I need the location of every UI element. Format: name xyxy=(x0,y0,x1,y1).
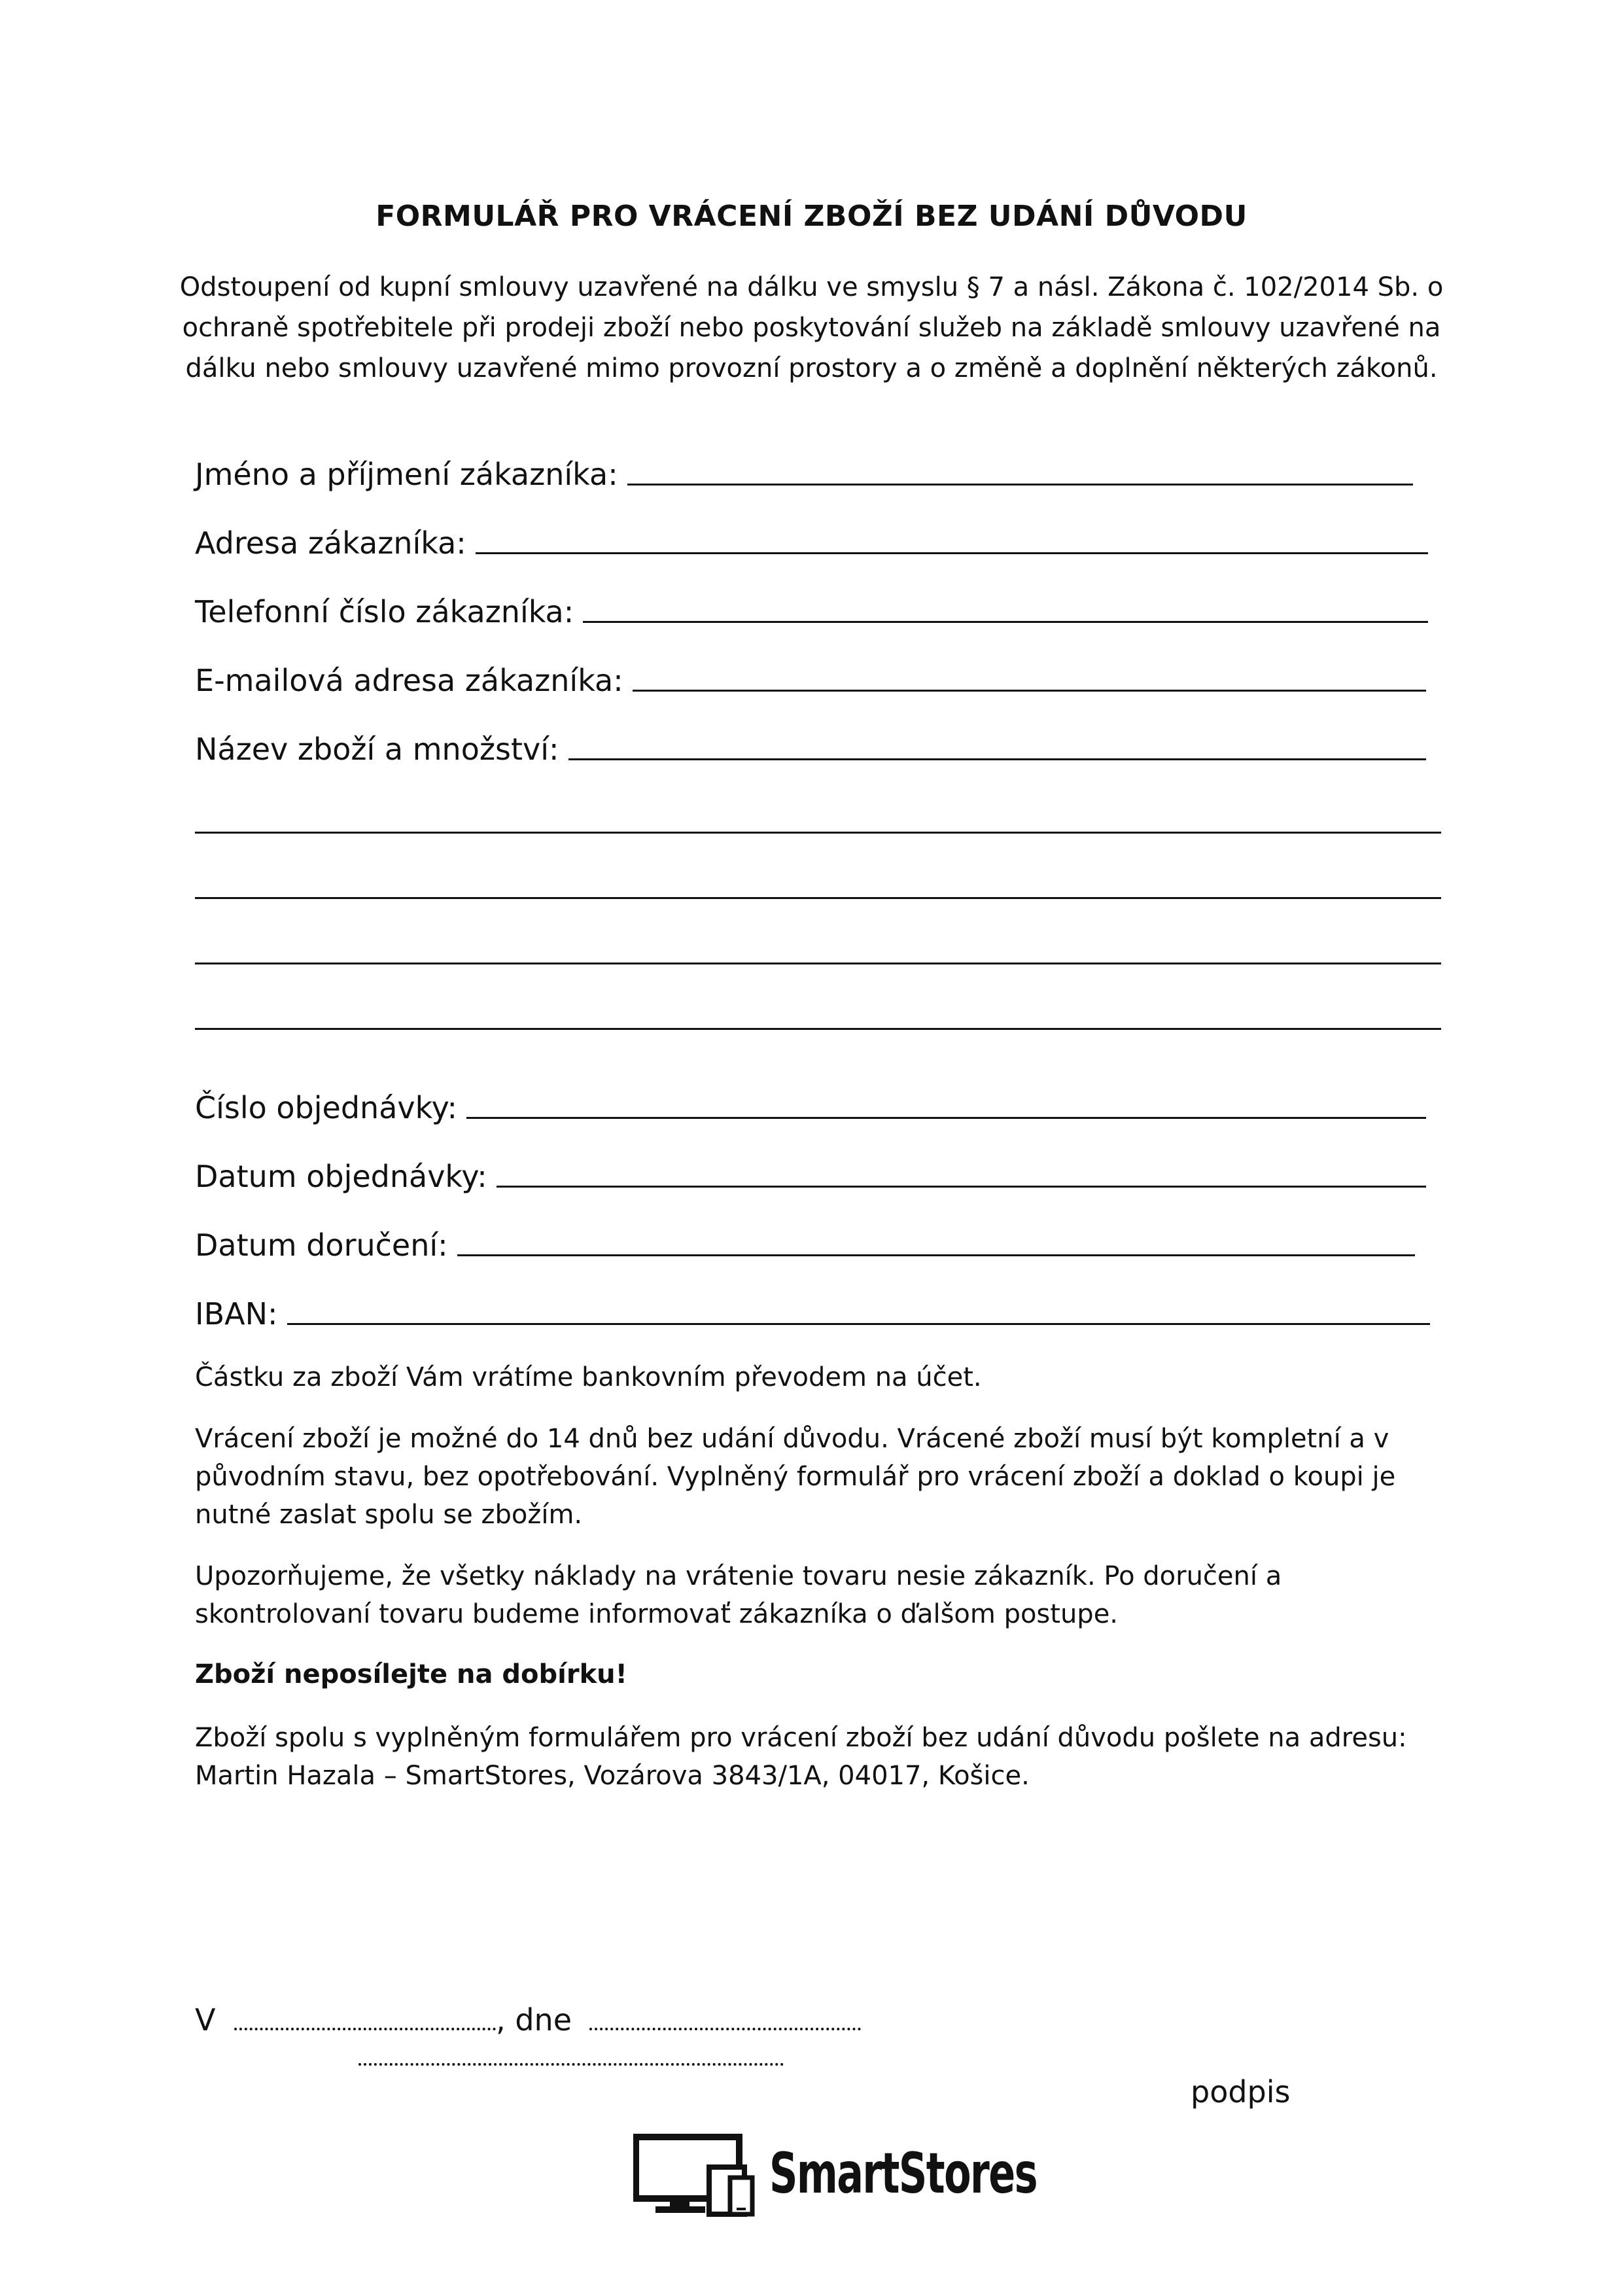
field-delivery-date-line[interactable] xyxy=(457,1254,1415,1256)
field-goods-label: Název zboží a množství: xyxy=(195,732,559,767)
place-prefix: V xyxy=(195,2002,216,2038)
field-iban xyxy=(195,1286,1430,1332)
field-goods xyxy=(195,721,1426,767)
field-address-label: Adresa zákazníka: xyxy=(195,525,466,561)
field-name-label: Jméno a příjmení zákazníka: xyxy=(195,457,618,492)
place-field[interactable] xyxy=(234,2028,496,2030)
send-address-paragraph: Zboží spolu s vyplněným formulářem pro vrácení zboží bez udání důvodu pošlete na adresu: Martin Hazala – SmartStores, Vozárova 3843/1A, 04017, Košice. xyxy=(195,1723,1407,1791)
field-order-number-label: Číslo objednávky: xyxy=(195,1090,457,1125)
logo xyxy=(633,2132,1037,2217)
field-email-line[interactable] xyxy=(633,689,1426,692)
date-prefix: , dne xyxy=(496,2002,572,2038)
field-phone-line[interactable] xyxy=(583,620,1428,623)
field-goods-line[interactable] xyxy=(568,758,1427,760)
field-phone xyxy=(195,584,1428,629)
field-address-line[interactable] xyxy=(476,552,1428,554)
field-email xyxy=(195,652,1426,698)
signature-field[interactable] xyxy=(358,2063,784,2066)
costs-paragraph: Upozorňujeme, že všetky náklady na vrátenie tovaru nesie zákazník. Po doručení a skontrolovaní tovaru budeme informovať zákazníka o ďalšom postupe. xyxy=(195,1561,1282,1629)
conditions-paragraph: Vrácení zboží je možné do 14 dnů bez udání důvodu. Vrácené zboží musí být kompletní a v původním stavu, bez opotřebování. Vyplněný formulář pro vrácení zboží a doklad o koupi je nutné zaslat spolu se zbožím. xyxy=(195,1424,1396,1530)
goods-extra-line-2[interactable] xyxy=(195,897,1441,899)
signature-row xyxy=(195,2002,1441,2048)
field-order-date-label: Datum objednávky: xyxy=(195,1159,487,1194)
field-iban-line[interactable] xyxy=(287,1322,1431,1325)
field-name-line[interactable] xyxy=(627,483,1413,486)
goods-extra-line-1[interactable] xyxy=(195,832,1441,834)
field-address xyxy=(195,515,1428,561)
page-title: FORMULÁŘ PRO VRÁCENÍ ZBOŽÍ BEZ UDÁNÍ DŮVODU xyxy=(375,200,1248,233)
field-order-date-line[interactable] xyxy=(497,1185,1426,1188)
field-phone-label: Telefonní číslo zákazníka: xyxy=(195,594,574,629)
field-email-label: E-mailová adresa zákazníka: xyxy=(195,663,623,698)
devices-icon xyxy=(633,2132,764,2217)
warning-paragraph: Zboží neposílejte na dobírku! xyxy=(195,1659,627,1689)
signature-label: podpis xyxy=(1191,2074,1291,2110)
field-order-date xyxy=(195,1148,1426,1194)
goods-extra-line-4[interactable] xyxy=(195,1028,1441,1030)
field-name xyxy=(195,446,1413,492)
goods-extra-line-3[interactable] xyxy=(195,963,1441,964)
field-order-number-line[interactable] xyxy=(466,1116,1426,1119)
field-delivery-date-label: Datum doručení: xyxy=(195,1227,448,1263)
field-iban-label: IBAN: xyxy=(195,1296,278,1332)
date-field[interactable] xyxy=(589,2028,861,2030)
field-delivery-date xyxy=(195,1217,1415,1263)
refund-paragraph: Částku za zboží Vám vrátíme bankovním převodem na účet. xyxy=(195,1362,982,1392)
logo-text: SmartStores xyxy=(769,2141,1037,2206)
field-order-number xyxy=(195,1080,1426,1125)
intro-paragraph: Odstoupení od kupní smlouvy uzavřené na dálku ve smyslu § 7 a násl. Zákona č. 102/2014 Sb. o ochraně spotřebitele při prodeji zboží nebo poskytování služeb na základě smlouvy uzavřené na dálku nebo smlouvy uzavřené mimo provozní prostory a o změně a doplnění některých zákonů. xyxy=(179,272,1444,383)
